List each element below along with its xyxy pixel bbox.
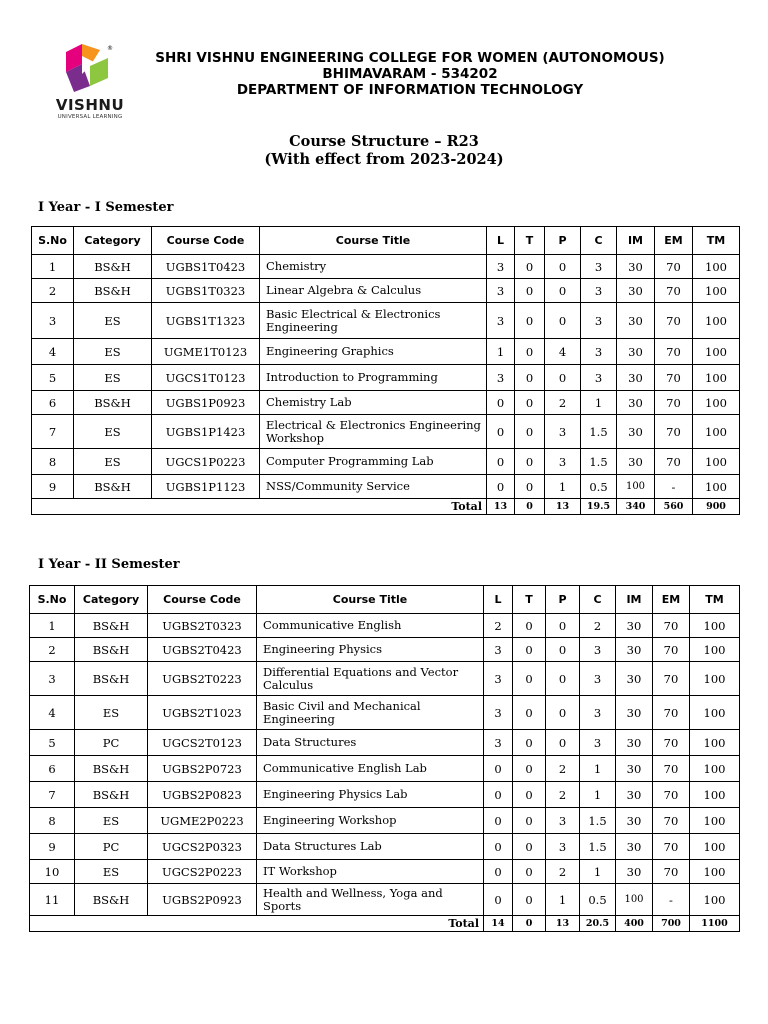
college-city: BHIMAVARAM - 534202 xyxy=(322,66,498,82)
external-marks: 70 xyxy=(655,339,693,365)
column-header: P xyxy=(545,227,581,255)
course-row xyxy=(32,279,740,303)
course-title: IT Workshop xyxy=(257,860,484,884)
course-code: UGCS1T0123 xyxy=(152,365,260,391)
column-header: Course Code xyxy=(148,586,257,614)
internal-marks: 30 xyxy=(616,730,653,756)
lecture-hours: 0 xyxy=(484,884,513,916)
course-row xyxy=(30,730,740,756)
external-marks: 70 xyxy=(655,449,693,475)
external-marks: 70 xyxy=(653,638,690,662)
total-value: 340 xyxy=(617,499,655,515)
internal-marks: 30 xyxy=(616,756,653,782)
serial-number: 3 xyxy=(30,662,75,696)
category: BS&H xyxy=(74,475,152,499)
total-marks: 100 xyxy=(693,255,740,279)
total-marks: 100 xyxy=(693,391,740,415)
internal-marks: 30 xyxy=(616,662,653,696)
course-title: Computer Programming Lab xyxy=(260,449,487,475)
course-code: UGBS2T0423 xyxy=(148,638,257,662)
column-header: TM xyxy=(693,227,740,255)
lecture-hours: 0 xyxy=(487,449,515,475)
course-row xyxy=(30,808,740,834)
column-header: L xyxy=(484,586,513,614)
practical-hours: 3 xyxy=(546,808,580,834)
credits: 3 xyxy=(581,255,617,279)
category: PC xyxy=(75,730,148,756)
tutorial-hours: 0 xyxy=(515,339,545,365)
category: ES xyxy=(75,860,148,884)
lecture-hours: 0 xyxy=(484,756,513,782)
course-code: UGBS2T0323 xyxy=(148,614,257,638)
serial-number: 2 xyxy=(32,279,74,303)
total-value: 1100 xyxy=(690,916,740,932)
category: ES xyxy=(74,339,152,365)
serial-number: 3 xyxy=(32,303,74,339)
course-code: UGBS1T0423 xyxy=(152,255,260,279)
column-header: T xyxy=(513,586,546,614)
total-marks: 100 xyxy=(690,808,740,834)
course-row xyxy=(32,339,740,365)
total-row xyxy=(32,499,740,515)
external-marks: 70 xyxy=(655,279,693,303)
total-value: 0 xyxy=(515,499,545,515)
total-value: 900 xyxy=(693,499,740,515)
internal-marks: 30 xyxy=(616,834,653,860)
total-marks: 100 xyxy=(690,782,740,808)
total-marks: 100 xyxy=(693,475,740,499)
category: ES xyxy=(75,696,148,730)
practical-hours: 0 xyxy=(545,365,581,391)
course-row xyxy=(30,860,740,884)
credits: 1 xyxy=(580,860,616,884)
course-title: Communicative English xyxy=(257,614,484,638)
credits: 1.5 xyxy=(580,834,616,860)
credits: 0.5 xyxy=(580,884,616,916)
category: PC xyxy=(75,834,148,860)
internal-marks: 30 xyxy=(616,808,653,834)
semester-2-table xyxy=(29,585,740,932)
lecture-hours: 3 xyxy=(484,638,513,662)
course-code: UGCS2P0323 xyxy=(148,834,257,860)
total-value: 400 xyxy=(616,916,653,932)
practical-hours: 0 xyxy=(545,255,581,279)
course-code: UGCS1P0223 xyxy=(152,449,260,475)
course-row xyxy=(32,303,740,339)
practical-hours: 0 xyxy=(546,662,580,696)
tutorial-hours: 0 xyxy=(513,730,546,756)
course-row xyxy=(32,449,740,475)
lecture-hours: 3 xyxy=(487,303,515,339)
serial-number: 9 xyxy=(30,834,75,860)
semester-2-heading: I Year - II Semester xyxy=(38,557,180,572)
total-marks: 100 xyxy=(690,884,740,916)
course-title: NSS/Community Service xyxy=(260,475,487,499)
internal-marks: 30 xyxy=(616,638,653,662)
course-code: UGME1T0123 xyxy=(152,339,260,365)
total-value: 700 xyxy=(653,916,690,932)
external-marks: 70 xyxy=(653,756,690,782)
total-label: Total xyxy=(30,916,484,932)
internal-marks: 30 xyxy=(616,614,653,638)
course-title: Health and Wellness, Yoga and Sports xyxy=(257,884,484,916)
serial-number: 7 xyxy=(32,415,74,449)
tutorial-hours: 0 xyxy=(515,255,545,279)
external-marks: 70 xyxy=(653,808,690,834)
course-title: Data Structures Lab xyxy=(257,834,484,860)
column-header: S.No xyxy=(30,586,75,614)
college-name: SHRI VISHNU ENGINEERING COLLEGE FOR WOMEN (AUTONOMOUS) xyxy=(155,50,665,66)
course-code: UGBS1P0923 xyxy=(152,391,260,415)
total-marks: 100 xyxy=(693,415,740,449)
tutorial-hours: 0 xyxy=(513,638,546,662)
course-title: Chemistry xyxy=(260,255,487,279)
course-row xyxy=(32,365,740,391)
course-row xyxy=(30,614,740,638)
lecture-hours: 3 xyxy=(484,662,513,696)
column-header: Category xyxy=(74,227,152,255)
internal-marks: 100 xyxy=(616,884,653,916)
total-value: 13 xyxy=(545,499,581,515)
course-title: Engineering Physics xyxy=(257,638,484,662)
total-value: 0 xyxy=(513,916,546,932)
course-row xyxy=(30,884,740,916)
course-code: UGBS2T1023 xyxy=(148,696,257,730)
course-row xyxy=(30,638,740,662)
tutorial-hours: 0 xyxy=(515,475,545,499)
external-marks: 70 xyxy=(655,415,693,449)
practical-hours: 0 xyxy=(546,638,580,662)
course-structure-title: Course Structure – R23 xyxy=(289,133,479,150)
serial-number: 7 xyxy=(30,782,75,808)
column-header: EM xyxy=(653,586,690,614)
total-label: Total xyxy=(32,499,487,515)
column-header: L xyxy=(487,227,515,255)
course-title: Data Structures xyxy=(257,730,484,756)
category: BS&H xyxy=(74,391,152,415)
course-code: UGCS2T0123 xyxy=(148,730,257,756)
external-marks: 70 xyxy=(653,730,690,756)
lecture-hours: 3 xyxy=(487,279,515,303)
serial-number: 2 xyxy=(30,638,75,662)
internal-marks: 30 xyxy=(617,255,655,279)
serial-number: 1 xyxy=(32,255,74,279)
course-row xyxy=(32,475,740,499)
practical-hours: 3 xyxy=(545,415,581,449)
category: BS&H xyxy=(75,756,148,782)
lecture-hours: 2 xyxy=(484,614,513,638)
course-row xyxy=(30,782,740,808)
category: BS&H xyxy=(74,255,152,279)
internal-marks: 30 xyxy=(617,449,655,475)
header-row xyxy=(30,586,740,614)
total-marks: 100 xyxy=(690,638,740,662)
column-header: Course Title xyxy=(257,586,484,614)
tutorial-hours: 0 xyxy=(513,614,546,638)
column-header: Course Code xyxy=(152,227,260,255)
tutorial-hours: 0 xyxy=(515,449,545,475)
lecture-hours: 0 xyxy=(487,415,515,449)
course-row xyxy=(30,662,740,696)
course-row xyxy=(30,834,740,860)
category: ES xyxy=(75,808,148,834)
practical-hours: 0 xyxy=(546,614,580,638)
course-title: Engineering Physics Lab xyxy=(257,782,484,808)
external-marks: 70 xyxy=(655,303,693,339)
external-marks: 70 xyxy=(653,614,690,638)
credits: 3 xyxy=(580,730,616,756)
tutorial-hours: 0 xyxy=(513,860,546,884)
internal-marks: 100 xyxy=(617,475,655,499)
external-marks: 70 xyxy=(653,696,690,730)
practical-hours: 3 xyxy=(546,834,580,860)
semester-1-table xyxy=(31,226,740,515)
course-row xyxy=(32,391,740,415)
internal-marks: 30 xyxy=(617,391,655,415)
serial-number: 8 xyxy=(32,449,74,475)
lecture-hours: 1 xyxy=(487,339,515,365)
total-marks: 100 xyxy=(690,696,740,730)
course-title: Chemistry Lab xyxy=(260,391,487,415)
total-value: 20.5 xyxy=(580,916,616,932)
external-marks: 70 xyxy=(655,365,693,391)
serial-number: 10 xyxy=(30,860,75,884)
credits: 1.5 xyxy=(580,808,616,834)
total-marks: 100 xyxy=(690,730,740,756)
credits: 1 xyxy=(581,391,617,415)
practical-hours: 0 xyxy=(546,696,580,730)
tutorial-hours: 0 xyxy=(513,662,546,696)
total-value: 19.5 xyxy=(581,499,617,515)
course-row xyxy=(30,756,740,782)
course-title: Introduction to Programming xyxy=(260,365,487,391)
column-header: C xyxy=(581,227,617,255)
category: ES xyxy=(74,365,152,391)
practical-hours: 4 xyxy=(545,339,581,365)
external-marks: 70 xyxy=(653,860,690,884)
credits: 3 xyxy=(581,303,617,339)
svg-text:®: ® xyxy=(107,45,113,52)
serial-number: 5 xyxy=(30,730,75,756)
category: ES xyxy=(74,449,152,475)
course-code: UGBS2T0223 xyxy=(148,662,257,696)
total-marks: 100 xyxy=(693,365,740,391)
effective-year: (With effect from 2023-2024) xyxy=(264,151,504,168)
vishnu-logo-mark-icon xyxy=(60,42,116,94)
serial-number: 6 xyxy=(32,391,74,415)
tutorial-hours: 0 xyxy=(513,884,546,916)
total-marks: 100 xyxy=(690,834,740,860)
serial-number: 9 xyxy=(32,475,74,499)
total-marks: 100 xyxy=(693,279,740,303)
tutorial-hours: 0 xyxy=(513,782,546,808)
course-code: UGBS1T0323 xyxy=(152,279,260,303)
internal-marks: 30 xyxy=(617,365,655,391)
serial-number: 6 xyxy=(30,756,75,782)
external-marks: 70 xyxy=(653,782,690,808)
semester-1-heading: I Year - I Semester xyxy=(38,200,174,215)
credits: 3 xyxy=(581,279,617,303)
lecture-hours: 0 xyxy=(484,808,513,834)
course-title: Basic Civil and Mechanical Engineering xyxy=(257,696,484,730)
logo-tagline: UNIVERSAL LEARNING xyxy=(57,114,123,120)
course-code: UGBS2P0723 xyxy=(148,756,257,782)
credits: 1 xyxy=(580,782,616,808)
course-row xyxy=(32,255,740,279)
course-code: UGCS2P0223 xyxy=(148,860,257,884)
column-header: S.No xyxy=(32,227,74,255)
total-value: 560 xyxy=(655,499,693,515)
serial-number: 5 xyxy=(32,365,74,391)
total-marks: 100 xyxy=(690,662,740,696)
vishnu-logo xyxy=(52,42,128,122)
column-header: EM xyxy=(655,227,693,255)
practical-hours: 2 xyxy=(546,782,580,808)
course-code: UGBS1P1123 xyxy=(152,475,260,499)
practical-hours: 2 xyxy=(546,860,580,884)
course-title: Engineering Workshop xyxy=(257,808,484,834)
credits: 3 xyxy=(580,662,616,696)
credits: 3 xyxy=(581,339,617,365)
tutorial-hours: 0 xyxy=(513,834,546,860)
tutorial-hours: 0 xyxy=(513,696,546,730)
header-row xyxy=(32,227,740,255)
credits: 3 xyxy=(580,638,616,662)
external-marks: 70 xyxy=(653,834,690,860)
lecture-hours: 3 xyxy=(487,255,515,279)
category: BS&H xyxy=(75,884,148,916)
tutorial-hours: 0 xyxy=(515,365,545,391)
course-title: Engineering Graphics xyxy=(260,339,487,365)
course-title: Electrical & Electronics Engineering Workshop xyxy=(260,415,487,449)
course-title: Basic Electrical & Electronics Engineering xyxy=(260,303,487,339)
credits: 1 xyxy=(580,756,616,782)
tutorial-hours: 0 xyxy=(513,808,546,834)
practical-hours: 3 xyxy=(545,449,581,475)
external-marks: 70 xyxy=(655,255,693,279)
practical-hours: 0 xyxy=(546,730,580,756)
internal-marks: 30 xyxy=(616,860,653,884)
lecture-hours: 3 xyxy=(484,696,513,730)
course-title: Communicative English Lab xyxy=(257,756,484,782)
external-marks: - xyxy=(653,884,690,916)
serial-number: 11 xyxy=(30,884,75,916)
column-header: IM xyxy=(617,227,655,255)
tutorial-hours: 0 xyxy=(515,391,545,415)
total-marks: 100 xyxy=(690,614,740,638)
practical-hours: 0 xyxy=(545,303,581,339)
course-code: UGBS2P0923 xyxy=(148,884,257,916)
column-header: P xyxy=(546,586,580,614)
lecture-hours: 0 xyxy=(484,782,513,808)
course-title: Differential Equations and Vector Calculus xyxy=(257,662,484,696)
internal-marks: 30 xyxy=(617,415,655,449)
internal-marks: 30 xyxy=(617,303,655,339)
department-name: DEPARTMENT OF INFORMATION TECHNOLOGY xyxy=(236,82,584,98)
total-marks: 100 xyxy=(693,339,740,365)
internal-marks: 30 xyxy=(616,782,653,808)
tutorial-hours: 0 xyxy=(515,279,545,303)
category: BS&H xyxy=(74,279,152,303)
category: BS&H xyxy=(75,638,148,662)
total-marks: 100 xyxy=(690,860,740,884)
category: ES xyxy=(74,303,152,339)
course-code: UGBS1T1323 xyxy=(152,303,260,339)
practical-hours: 1 xyxy=(546,884,580,916)
column-header: Course Title xyxy=(260,227,487,255)
credits: 3 xyxy=(581,365,617,391)
practical-hours: 2 xyxy=(545,391,581,415)
credits: 1.5 xyxy=(581,415,617,449)
category: ES xyxy=(74,415,152,449)
total-value: 13 xyxy=(487,499,515,515)
tutorial-hours: 0 xyxy=(513,756,546,782)
total-marks: 100 xyxy=(690,756,740,782)
practical-hours: 0 xyxy=(545,279,581,303)
internal-marks: 30 xyxy=(617,339,655,365)
column-header: TM xyxy=(690,586,740,614)
column-header: Category xyxy=(75,586,148,614)
lecture-hours: 0 xyxy=(487,475,515,499)
lecture-hours: 0 xyxy=(487,391,515,415)
internal-marks: 30 xyxy=(617,279,655,303)
total-value: 13 xyxy=(546,916,580,932)
lecture-hours: 0 xyxy=(484,860,513,884)
practical-hours: 1 xyxy=(545,475,581,499)
total-marks: 100 xyxy=(693,449,740,475)
serial-number: 8 xyxy=(30,808,75,834)
credits: 3 xyxy=(580,696,616,730)
external-marks: 70 xyxy=(655,391,693,415)
course-code: UGME2P0223 xyxy=(148,808,257,834)
category: BS&H xyxy=(75,662,148,696)
total-marks: 100 xyxy=(693,303,740,339)
course-code: UGBS1P1423 xyxy=(152,415,260,449)
serial-number: 4 xyxy=(30,696,75,730)
credits: 1.5 xyxy=(581,449,617,475)
total-value: 14 xyxy=(484,916,513,932)
course-row xyxy=(32,415,740,449)
internal-marks: 30 xyxy=(616,696,653,730)
logo-wordmark: VISHNU xyxy=(55,96,125,114)
tutorial-hours: 0 xyxy=(515,303,545,339)
practical-hours: 2 xyxy=(546,756,580,782)
category: BS&H xyxy=(75,782,148,808)
total-row xyxy=(30,916,740,932)
credits: 0.5 xyxy=(581,475,617,499)
course-row xyxy=(30,696,740,730)
external-marks: 70 xyxy=(653,662,690,696)
tutorial-hours: 0 xyxy=(515,415,545,449)
serial-number: 4 xyxy=(32,339,74,365)
external-marks: - xyxy=(655,475,693,499)
category: BS&H xyxy=(75,614,148,638)
serial-number: 1 xyxy=(30,614,75,638)
column-header: T xyxy=(515,227,545,255)
credits: 2 xyxy=(580,614,616,638)
column-header: IM xyxy=(616,586,653,614)
course-code: UGBS2P0823 xyxy=(148,782,257,808)
column-header: C xyxy=(580,586,616,614)
lecture-hours: 3 xyxy=(484,730,513,756)
lecture-hours: 0 xyxy=(484,834,513,860)
lecture-hours: 3 xyxy=(487,365,515,391)
course-title: Linear Algebra & Calculus xyxy=(260,279,487,303)
